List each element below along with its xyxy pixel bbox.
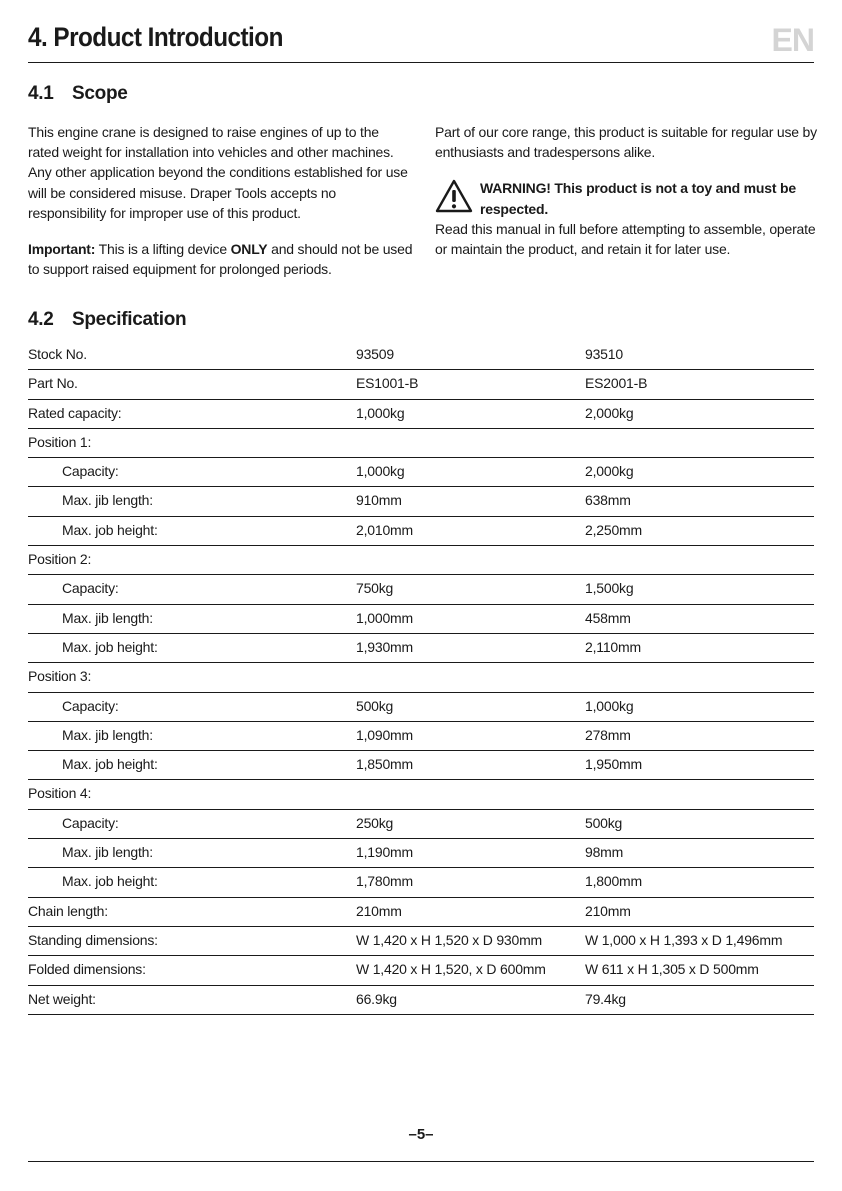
spec-row bbox=[28, 487, 814, 516]
spec-label: Stock No. bbox=[28, 346, 87, 362]
spec-row bbox=[28, 546, 814, 575]
spec-row bbox=[28, 956, 814, 985]
scope-heading bbox=[28, 83, 128, 105]
spec-value-93509: 1,000mm bbox=[356, 609, 413, 626]
spec-value-93509: 66.9kg bbox=[356, 990, 397, 1007]
important-only: ONLY bbox=[230, 241, 268, 258]
spec-value-93509: 1,850mm bbox=[356, 756, 413, 773]
spec-row bbox=[28, 927, 814, 956]
spec-row bbox=[28, 751, 814, 780]
spec-label: Net weight: bbox=[28, 990, 96, 1007]
spec-value-93510: 1,800mm bbox=[585, 873, 642, 890]
spec-row bbox=[28, 575, 814, 604]
spec-label: Capacity: bbox=[62, 580, 119, 597]
spec-value-93510: 98mm bbox=[585, 844, 624, 861]
spec-row bbox=[28, 839, 814, 868]
specification-title: Specification bbox=[72, 309, 187, 330]
important-text-2: and should not be used to support raised equipment for prolonged periods. bbox=[28, 241, 413, 278]
spec-value-93510: 1,000kg bbox=[585, 697, 634, 714]
page-number: –5– bbox=[408, 1126, 434, 1143]
spec-label: Position 2: bbox=[28, 551, 92, 568]
scope-title: Scope bbox=[72, 83, 128, 104]
spec-row bbox=[28, 722, 814, 751]
spec-row bbox=[28, 868, 814, 897]
spec-value-93509: W 1,420 x H 1,520, x D 600mm bbox=[356, 961, 546, 978]
spec-label: Rated capacity: bbox=[28, 404, 122, 421]
spec-value-93510: 2,250mm bbox=[585, 521, 642, 538]
specification-number: 4.2 bbox=[28, 309, 54, 330]
warning-text: WARNING! This product is not a toy and must be respected. bbox=[480, 180, 796, 217]
page-title: 4. Product Introduction bbox=[28, 22, 283, 52]
spec-row bbox=[28, 370, 814, 399]
spec-label: Part No. bbox=[28, 375, 78, 392]
spec-row bbox=[28, 810, 814, 839]
spec-row bbox=[28, 341, 814, 370]
spec-value-93509: 1,930mm bbox=[356, 638, 413, 655]
spec-value-93509: 1,190mm bbox=[356, 844, 413, 861]
language-badge: EN bbox=[771, 22, 814, 58]
spec-value-93510: 2,000kg bbox=[585, 463, 634, 480]
scope-number: 4.1 bbox=[28, 83, 54, 104]
spec-row bbox=[28, 429, 814, 458]
spec-value-93509: 500kg bbox=[356, 697, 394, 714]
spec-value-93510: 1,950mm bbox=[585, 756, 642, 773]
spec-value-93510: 79.4kg bbox=[585, 990, 626, 1007]
spec-label: Max. jib length: bbox=[62, 609, 153, 626]
spec-label: Standing dimensions: bbox=[28, 931, 158, 948]
page-header bbox=[28, 20, 814, 63]
spec-value-93509: 750kg bbox=[356, 580, 394, 597]
spec-value-93510: 93510 bbox=[585, 346, 623, 362]
spec-label: Capacity: bbox=[62, 697, 119, 714]
spec-row bbox=[28, 780, 814, 809]
spec-label: Max. job height: bbox=[62, 521, 158, 538]
spec-label: Max. jib length: bbox=[62, 492, 153, 509]
spec-label: Max. jib length: bbox=[62, 726, 153, 743]
spec-label: Position 1: bbox=[28, 433, 92, 450]
spec-value-93509: ES1001-B bbox=[356, 375, 419, 392]
spec-value-93510: 1,500kg bbox=[585, 580, 634, 597]
spec-value-93509: W 1,420 x H 1,520 x D 930mm bbox=[356, 931, 543, 948]
spec-label: Max. job height: bbox=[62, 756, 158, 773]
spec-row bbox=[28, 517, 814, 546]
spec-label: Capacity: bbox=[62, 463, 119, 480]
spec-value-93509: 1,000kg bbox=[356, 463, 405, 480]
spec-value-93509: 2,010mm bbox=[356, 521, 413, 538]
spec-label: Chain length: bbox=[28, 902, 108, 919]
spec-value-93510: 458mm bbox=[585, 609, 631, 626]
spec-row bbox=[28, 400, 814, 429]
spec-value-93509: 1,000kg bbox=[356, 404, 405, 421]
scope-paragraph-1: This engine crane is designed to raise engines of up to the rated weight for installation into vehicles and other machines. Any other application beyond the conditions established for use will be considered misuse. Draper Tools accepts no responsibility for improper use of this product. bbox=[28, 124, 408, 221]
spec-label: Max. jib length: bbox=[62, 844, 153, 861]
scope-paragraph-3: Read this manual in full before attempting to assemble, operate or maintain the product, and retain it for later use. bbox=[435, 220, 816, 258]
spec-value-93509: 210mm bbox=[356, 902, 402, 919]
spec-label: Position 4: bbox=[28, 785, 92, 802]
spec-value-93509: 1,780mm bbox=[356, 873, 413, 890]
spec-value-93510: 2,000kg bbox=[585, 404, 634, 421]
spec-value-93510: 500kg bbox=[585, 814, 623, 831]
important-note bbox=[28, 239, 413, 279]
spec-value-93509: 910mm bbox=[356, 492, 402, 509]
scope-paragraph-2: Part of our core range, this product is suitable for regular use by enthusiasts and tradespersons alike. bbox=[435, 124, 817, 161]
spec-value-93510: 278mm bbox=[585, 726, 631, 743]
scope-left-column bbox=[28, 122, 413, 279]
spec-value-93509: 1,090mm bbox=[356, 726, 413, 743]
spec-value-93510: W 1,000 x H 1,393 x D 1,496mm bbox=[585, 931, 783, 948]
scope-right-column bbox=[435, 122, 820, 259]
spec-row bbox=[28, 458, 814, 487]
spec-value-93510: 2,110mm bbox=[585, 638, 641, 655]
spec-row bbox=[28, 898, 814, 927]
specification-heading bbox=[28, 309, 186, 331]
spec-value-93509: 93509 bbox=[356, 346, 394, 362]
spec-row bbox=[28, 663, 814, 692]
footer-divider bbox=[28, 1161, 814, 1162]
warning-triangle-icon bbox=[435, 179, 473, 213]
spec-value-93510: ES2001-B bbox=[585, 375, 648, 392]
spec-row bbox=[28, 693, 814, 722]
spec-label: Folded dimensions: bbox=[28, 961, 146, 978]
spec-row bbox=[28, 605, 814, 634]
spec-label: Max. job height: bbox=[62, 638, 158, 655]
spec-label: Capacity: bbox=[62, 814, 119, 831]
spec-value-93510: 210mm bbox=[585, 902, 631, 919]
spec-value-93509: 250kg bbox=[356, 814, 394, 831]
important-label: Important: bbox=[28, 241, 96, 258]
specification-table bbox=[28, 341, 814, 1015]
important-text-1: This is a lifting device bbox=[95, 241, 231, 258]
spec-row bbox=[28, 634, 814, 663]
spec-label: Position 3: bbox=[28, 668, 92, 685]
warning-block bbox=[435, 178, 820, 218]
spec-value-93510: W 611 x H 1,305 x D 500mm bbox=[585, 961, 759, 978]
spec-value-93510: 638mm bbox=[585, 492, 631, 509]
spec-row bbox=[28, 986, 814, 1015]
spec-label: Max. job height: bbox=[62, 873, 158, 890]
